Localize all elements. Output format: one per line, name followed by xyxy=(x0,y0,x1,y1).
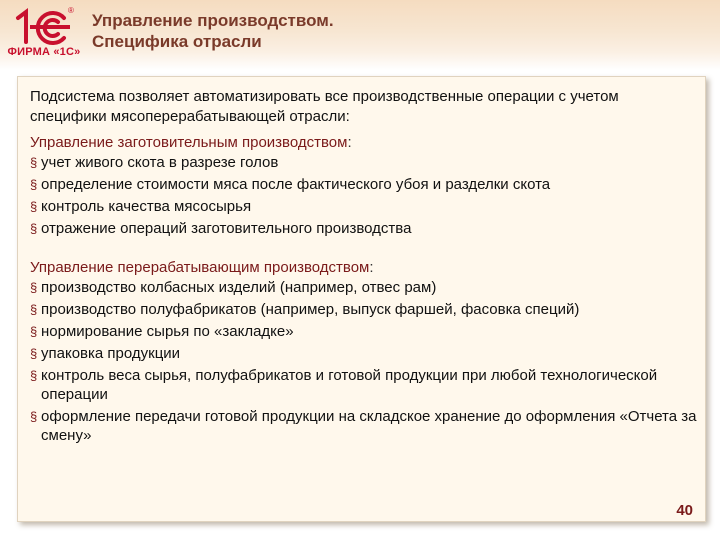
list-item-text: производство колбасных изделий (например, отвес рам) xyxy=(41,279,437,296)
bullet-icon: § xyxy=(30,302,38,317)
bullet-icon: § xyxy=(30,155,38,170)
list-item xyxy=(30,197,698,216)
list-item-text: отражение операций заготовительного производства xyxy=(41,220,412,237)
section-spacer xyxy=(30,241,698,258)
title-line-1: Управление производством. xyxy=(92,11,334,30)
bullet-icon: § xyxy=(30,177,38,192)
company-logo xyxy=(6,6,82,64)
section-title-processing xyxy=(30,258,698,278)
registered-mark: ® xyxy=(68,6,74,15)
list-item xyxy=(30,407,698,445)
list-item xyxy=(30,219,698,238)
list-item xyxy=(30,153,698,172)
list-item xyxy=(30,366,698,404)
list-item-text: упаковка продукции xyxy=(41,345,181,362)
bullet-icon: § xyxy=(30,221,38,236)
header-band xyxy=(0,0,720,70)
page-number: 40 xyxy=(676,502,693,519)
list-item xyxy=(30,175,698,194)
list-item-text: контроль веса сырья, полуфабрикатов и готовой продукции при любой технологической операции xyxy=(41,367,658,403)
list-item-text: оформление передачи готовой продукции на складское хранение до оформления «Отчета за смену» xyxy=(41,408,697,444)
content-panel xyxy=(17,76,706,522)
list-item xyxy=(30,300,698,319)
bullet-icon: § xyxy=(30,324,38,339)
intro-paragraph: Подсистема позволяет автоматизировать все производственные операции с учетом специфики мясоперерабатывающей отрасли: xyxy=(30,88,619,125)
section-title-processing-text: Управление перерабатывающим производством xyxy=(30,259,370,276)
bullet-icon: § xyxy=(30,346,38,361)
bullet-icon: § xyxy=(30,280,38,295)
list-item-text: производство полуфабрикатов (например, выпуск фаршей, фасовка специй) xyxy=(41,301,580,318)
section-title-colon: : xyxy=(369,259,374,276)
list-item-text: нормирование сырья по «закладке» xyxy=(41,323,294,340)
page-title xyxy=(92,10,692,52)
processing-list xyxy=(30,278,698,445)
title-line-2: Специфика отрасли xyxy=(92,32,262,51)
procurement-list xyxy=(30,153,698,238)
section-title-procurement xyxy=(30,133,698,153)
bullet-icon: § xyxy=(30,409,38,424)
section-title-colon: : xyxy=(347,134,352,151)
list-item xyxy=(30,278,698,297)
bullet-icon: § xyxy=(30,368,38,383)
list-item-text: контроль качества мясосырья xyxy=(41,198,252,215)
list-item xyxy=(30,344,698,363)
bullet-icon: § xyxy=(30,199,38,214)
logo-1c-icon xyxy=(10,8,74,46)
list-item-text: учет живого скота в разрезе голов xyxy=(41,154,279,171)
list-item-text: определение стоимости мяса после фактического убоя и разделки скота xyxy=(41,176,551,193)
content-body xyxy=(30,87,698,448)
list-item xyxy=(30,322,698,341)
logo-text: ФИРМА «1С» xyxy=(7,46,81,58)
section-title-procurement-text: Управление заготовительным производством xyxy=(30,134,348,151)
